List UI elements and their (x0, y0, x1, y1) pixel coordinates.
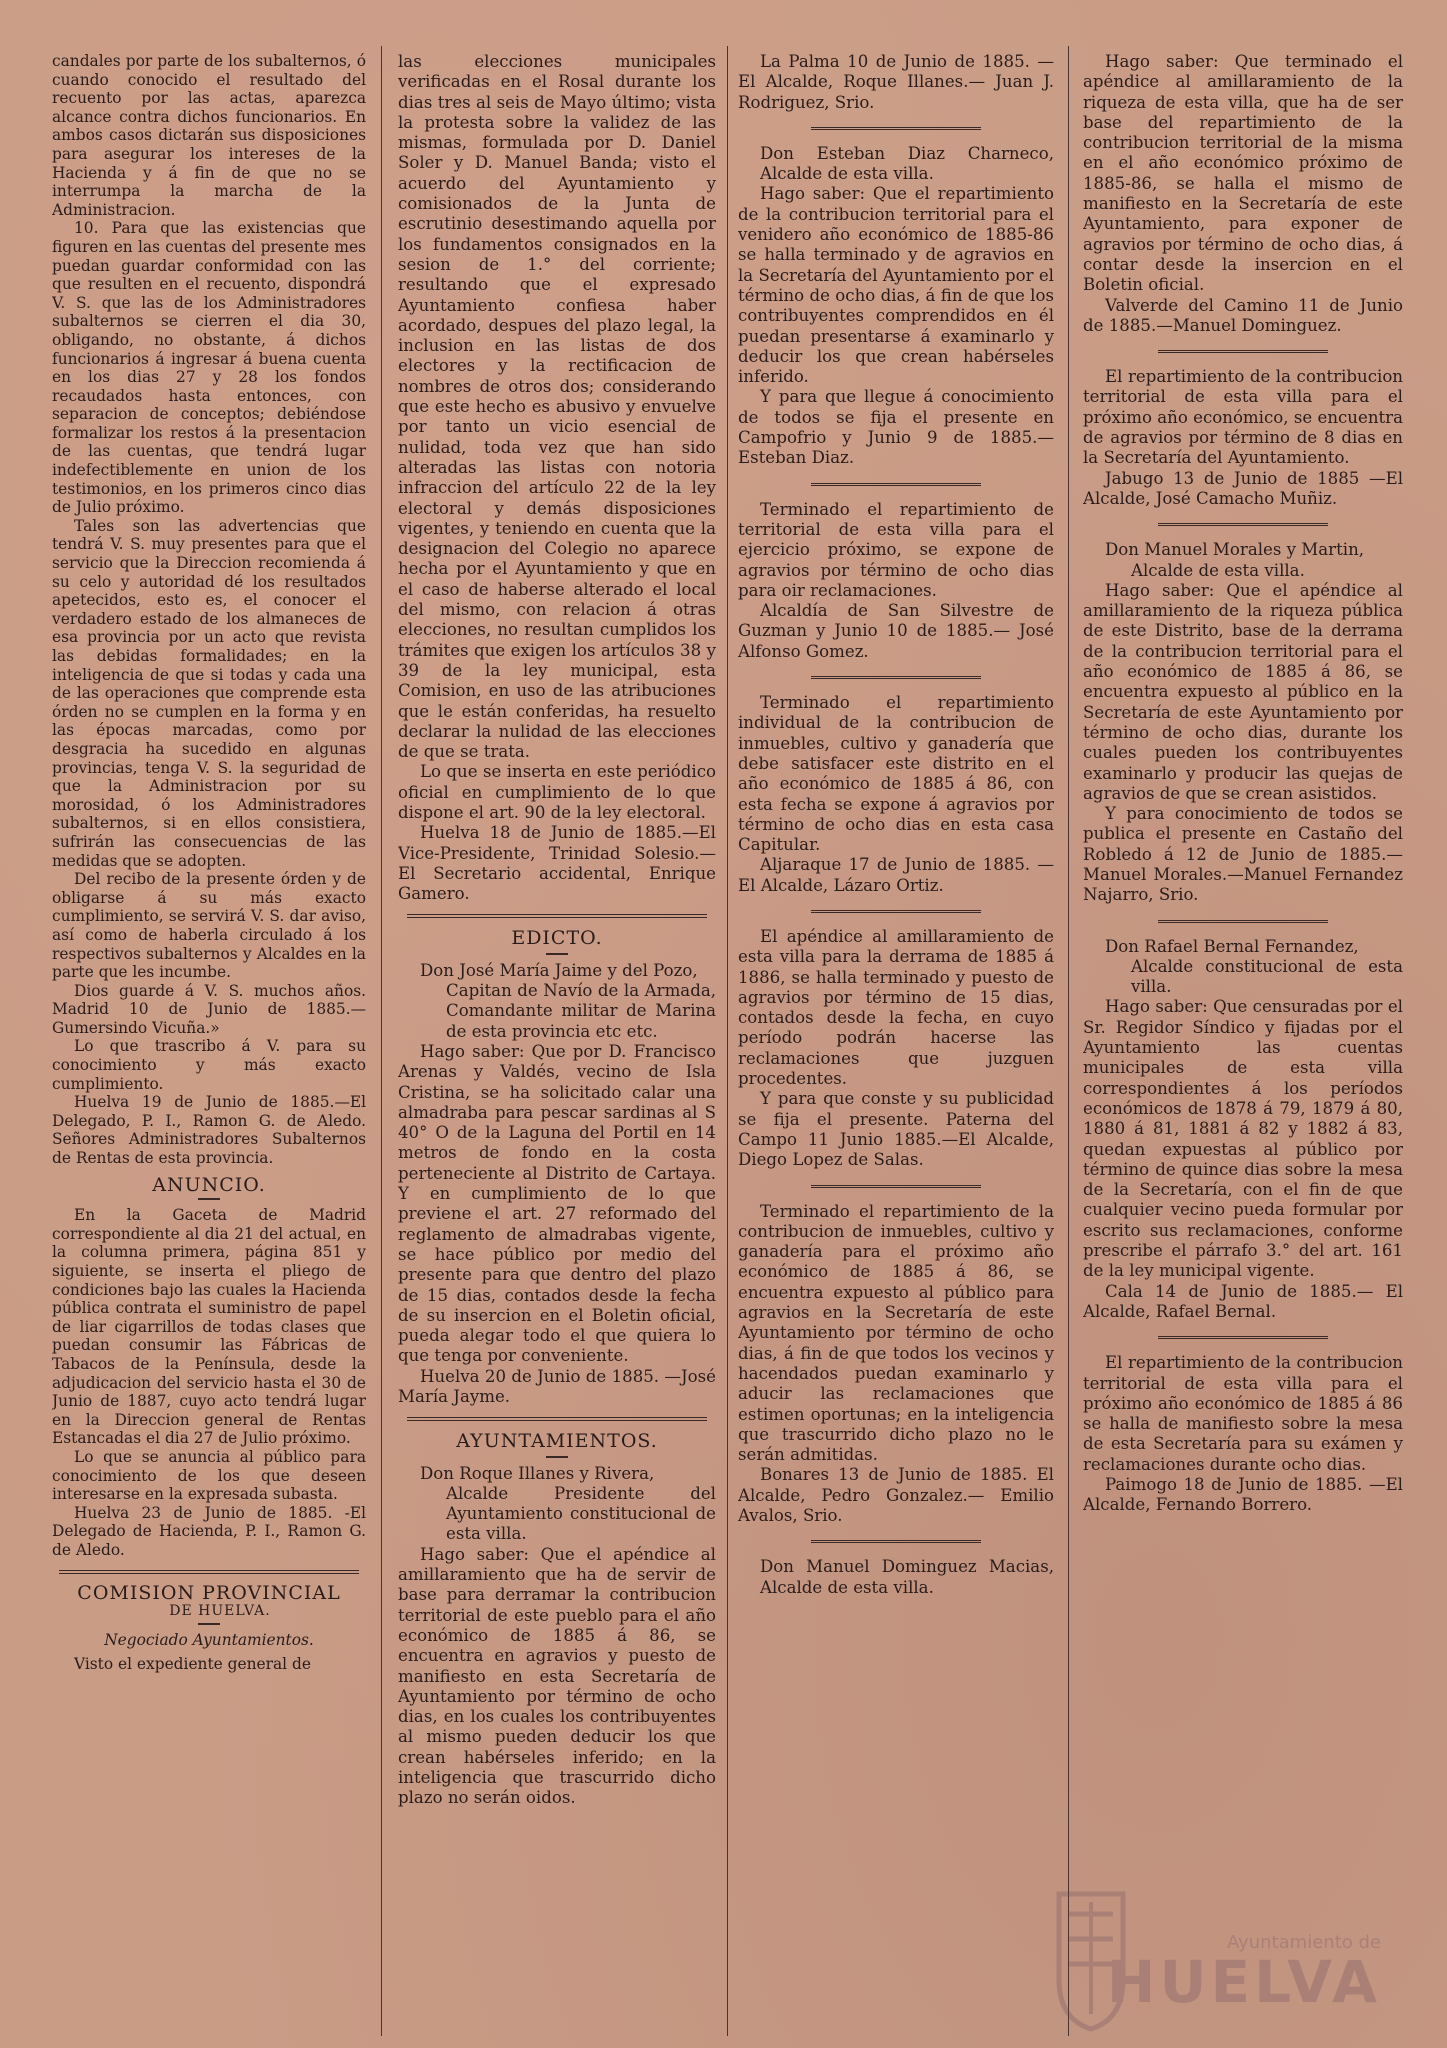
column-rule-2 (727, 46, 728, 2036)
paragraph: Terminado el repartimiento de territorial de esta villa para el ejercicio próximo, se expone de agravios por término de ocho dias para oir reclamaciones. (738, 499, 1054, 600)
notice-subheading: Capitan de Navío de la Armada, Comandante militar de Marina de esta provincia etc etc. (446, 981, 716, 1041)
signature-paragraph: Y para que conste y su publicidad se fija el presente. Paterna del Campo 11 Junio 1885.—El Alcalde, Diego Lopez de Salas. (738, 1089, 1054, 1170)
notice-divider (1158, 1336, 1328, 1339)
title-dash (546, 953, 568, 955)
archive-watermark (1051, 1884, 1381, 2034)
section-divider (407, 914, 707, 918)
paragraph: En la Gaceta de Madrid correspondiente al dia 21 del actual, en la columna primera, página 851 y siguiente, se inserta el pliego de condiciones bajo las cuales la Hacienda pública contrata el suministro de papel de liar cigarrillos de todas clases que puedan consumir las Fábricas de Tabacos de la Península, desde la adjudicacion del servicio hasta el 30 de Junio de 1887, cuyo acto tendrá lugar en la Direccion general de Rentas Estancadas el dia 27 de Julio próximo. (52, 1206, 366, 1448)
paragraph: Hago saber: Que el apéndice al amillaramiento que ha de servir de base para derramar la contribucion territorial de este pueblo para el año económico de 1885 á 86, se encuentra en agravios y puesto de manifiesto en esta Secretaría de Ayuntamiento por término de ocho dias, en los cuales los contribuyentes al mismo pueden deducir los que crean habérseles inferido; en la inteligencia que trascurrido dicho plazo no serán oidos. (398, 1544, 716, 1808)
signature-paragraph: Valverde del Camino 11 de Junio de 1885.—Manuel Dominguez. (1083, 295, 1403, 335)
paragraph: El repartimiento de la contribucion territorial de esta villa para el próximo año económico de 1885 á 86 se halla de manifiesto sobre la mesa de esta Secretaría para su exámen y reclamaciones durante ocho dias. (1083, 1353, 1403, 1474)
paragraph: Y para que llegue á conocimiento de todos se fija el presente en Campofrio y Junio 9 de 1885.—Esteban Diaz. (738, 387, 1054, 468)
section-divider (407, 1417, 707, 1421)
notice-divider (811, 127, 981, 130)
paragraph: Hago saber: Que el repartimiento de la contribucion territorial para el venidero año económico de 1885-86 se halla terminado y de agravios en la Secretaría del Ayuntamiento por el término de ocho dias, á fin de que los contribuyentes comprendidos en él puedan presentarse á examinarlo y deducir los que crean habérseles inferido. (738, 184, 1054, 387)
section-divider (59, 1570, 359, 1574)
paragraph: Tales son las advertencias que tendrá V. S. muy presentes para que el servicio que la Direccion recomienda á su celo y autoridad dé los resultados apetecidos, esto es, el conocer el verdadero estado de los almaneces de esa provincia por un acto que revista las debidas formalidades; en la inteligencia de que si todas y cada una de las operaciones que comprende esta órden no se cumplen en la forma y en las épocas marcadas, como por desgracia ha sucedido en algunas provincias, tenga V. S. la seguridad de que la Administracion por su morosidad, ó los Administradores subalternos, si en ellos consistiera, sufrirán las consecuencias de las medidas que se adopten. (52, 516, 366, 870)
notice-heading: Don José María Jaime y del Pozo, (420, 960, 698, 980)
notice-heading: Don Roque Illanes y Rivera, (420, 1463, 655, 1483)
signature-paragraph: Huelva 19 de Junio de 1885.—El Delegado, P. I., Ramon G. de Aledo. Señores Administradores Subalternos de Rentas de esta provincia. (52, 1093, 366, 1168)
paragraph: El apéndice al amillaramiento de esta villa para la derrama de 1885 á 1886, se halla terminado y puesto de agravios por término de 15 dias, contados desde la fecha, en cuyo período podrán hacerse las reclamaciones que juzguen procedentes. (738, 926, 1054, 1089)
column-3 (738, 52, 1054, 2037)
paragraph: 10. Para que las existencias que figuren en las cuentas del presente mes puedan guardar conformidad con las que resulten en el recuento, dispondrá V. S. que las de los Administradores subalternos se cierren el dia 30, obligando, no obstante, á dichos funcionarios á ingresar á buena cuenta en los dias 27 y 28 los fondos recaudados hasta entonces, con separacion de conceptos; debiéndose formalizar los restos á la presentacion de las cuentas, que tendrá lugar indefectiblemente en union de los testimonios, en los primeros cinco dias de Julio próximo. (52, 219, 366, 517)
paragraph: Hago saber: Que por D. Francisco Arenas y Valdés, vecino de Isla Cristina, se ha solicitado calar una almadraba para pescar sardinas al S 40° O de la Laguna del Portil en 14 metros de fondo en la costa perteneciente al Distrito de Cartaya. Y en cumplimiento de lo que previene el art. 27 reformado del reglamento de almadrabas vigente, se hace público por medio del presente para que dentro del plazo de 15 dias, contados desde la fecha de su insercion en el Boletin oficial, pueda alegar todo el que quiera lo que tenga por conveniente. (398, 1041, 716, 1366)
notice-subheading: Alcalde constitucional de esta villa. (1131, 956, 1403, 997)
signature-paragraph: Paimogo 18 de Junio de 1885. —El Alcalde, Fernando Borrero. (1083, 1475, 1403, 1515)
paragraph: Terminado el repartimiento de la contribucion de inmuebles, cultivo y ganadería para el próximo año económico de 1885 á 86, se encuentra expuesto al público para agravios en la Secretaría de este Ayuntamiento por término de ocho dias, á fin de que todos los vecinos y hacendados puedan examinarlo y aducir las reclamaciones que estimen oportunas; en la inteligencia que trascurrido dicho plazo no le serán admitidas. (738, 1201, 1054, 1465)
paragraph: El repartimiento de la contribucion territorial de esta villa para el próximo año económico, se encuentra de agravios por término de 8 dias en la Secretaría del Ayuntamiento. (1083, 367, 1403, 468)
notice-divider (1158, 523, 1328, 526)
notice-divider (1158, 920, 1328, 923)
paragraph: Del recibo de la presente órden y de obligarse á su más exacto cumplimiento, se servirá V. S. dar aviso, así como de haberla circulado á los respectivos subalternos y Alcaldes en la parte que les incumbe. (52, 870, 366, 982)
signature-paragraph: Huelva 18 de Junio de 1885.—El Vice-Presidente, Trinidad Solesio.— El Secretario accidental, Enrique Gamero. (398, 823, 716, 904)
paragraph: candales por parte de los subalternos, ó cuando conocido el resultado del recuento por las actas, aparezca alcance contra dichos funcionarios. En ambos casos dictarán sus disposiciones para asegurar los intereses de la Hacienda y á fin de que no se interrumpa la marcha de la Administracion. (52, 52, 366, 219)
notice-heading: Don Esteban Diaz Charneco, Alcalde de esta villa. (760, 143, 1054, 184)
notice-subheading: Alcalde Presidente del Ayuntamiento constitucional de esta villa. (446, 1483, 716, 1544)
paragraph: Dios guarde á V. S. muchos años. Madrid 10 de Junio de 1885.—Gumersindo Vicuña.» (52, 981, 366, 1037)
paragraph: las elecciones municipales verificadas en el Rosal durante los dias tres al seis de Mayo último; vista la protesta sobre la validez de las mismas, formulada por D. Daniel Soler y D. Manuel Banda; visto el acuerdo del Ayuntamiento y comisionados de la Junta de escrutinio desestimando aquella por los fundamentos consignados en la sesion de 1.° del corriente; resultando que el expresado Ayuntamiento confiesa haber acordado, despues del plazo legal, la inclusion en las listas de dos electores y la rectificacion de nombres de otros dos; considerando que este hecho es abusivo y envuelve por tanto un vicio esencial de nulidad, toda vez que han sido alteradas las listas con notoria infraccion del artículo 22 de la ley electoral y demás disposiciones vigentes, y teniendo en cuenta que la designacion del Colegio no aparece hecha por el Ayuntamiento y que en el caso de haberse alterado el local del mismo, con relacion á otras elecciones, no resultan cumplidos los trámites que exigen los artículos 38 y 39 de la ley municipal, esta Comision, en uso de las atribuciones que le están conferidas, ha resuelto declarar la nulidad de las elecciones de que se trata. (398, 52, 716, 762)
paragraph: Lo que se anuncia al público para conocimiento de los que deseen interesarse en la expresada subasta. (52, 1447, 366, 1504)
signature-paragraph: Aljaraque 17 de Junio de 1885. —El Alcalde, Lázaro Ortiz. (738, 855, 1054, 895)
paragraph: Hago saber: Que censuradas por el Sr. Regidor Síndico y fijadas por el Ayuntamiento las cuentas municipales de esta villa correspondientes á los períodos económicos de 1878 á 79, 1879 á 80, 1880 á 81, 1881 á 82 y 1882 á 83, quedan expuestas al público por término de quince dias sobre la mesa de la Secretaría, con el fin de que cualquier vecino pueda formular por escrito sus reclamaciones, conforme prescribe el párrafo 3.° del art. 161 de la ley municipal vigente. (1083, 997, 1403, 1281)
column-1 (52, 52, 366, 2037)
notice-heading: Don Manuel Dominguez Macias, Alcalde de esta villa. (760, 1557, 1054, 1597)
notice-divider (1158, 350, 1328, 353)
paragraph: Visto el expediente general de (74, 1655, 311, 1674)
negociado-label: Negociado Ayuntamientos. (104, 1630, 314, 1649)
paragraph: Y para conocimiento de todos se publica el presente en Castaño del Robledo á 12 de Junio de 1885.—Manuel Morales.—Manuel Fernandez Najarro, Srio. (1083, 804, 1403, 905)
signature-paragraph: Alcaldía de San Silvestre de Guzman y Junio 10 de 1885.— José Alfonso Gomez. (738, 601, 1054, 661)
notice-heading: Don Manuel Morales y Martin, (1105, 540, 1365, 560)
title-dash (198, 1623, 220, 1625)
signature-paragraph: Huelva 23 de Junio de 1885. -El Delegado de Hacienda, P. I., Ramon G. de Aledo. (52, 1503, 366, 1559)
notice-divider (811, 676, 981, 679)
signature-paragraph: Cala 14 de Junio de 1885.— El Alcalde, Rafael Bernal. (1083, 1281, 1403, 1321)
section-title-anuncio: ANUNCIO. (152, 1173, 266, 1196)
title-dash (198, 1198, 220, 1200)
column-4 (1083, 52, 1403, 2037)
notice-divider (811, 1540, 981, 1543)
section-subtitle: DE HUELVA. (169, 1603, 271, 1620)
column-2 (398, 52, 716, 2037)
section-title-ayuntamientos: AYUNTAMIENTOS. (456, 1430, 658, 1453)
watermark-line-2: HUELVA (1106, 1948, 1381, 2016)
column-rule-3 (1068, 46, 1069, 2036)
paragraph: Lo que se inserta en este periódico oficial en cumplimiento de lo que dispone el art. 90 de la ley electoral. (398, 762, 716, 822)
signature-paragraph: Bonares 13 de Junio de 1885. El Alcalde, Pedro Gonzalez.— Emilio Avalos, Srio. (738, 1465, 1054, 1525)
notice-divider (811, 1185, 981, 1188)
notice-divider (811, 483, 981, 486)
paragraph: Lo que trascribo á V. para su conocimiento y más exacto cumplimiento. (52, 1037, 366, 1093)
notice-heading: Don Rafael Bernal Fernandez, (1105, 936, 1359, 956)
signature-paragraph: Jabugo 13 de Junio de 1885 —El Alcalde, José Camacho Muñiz. (1083, 468, 1403, 508)
column-rule-1 (381, 46, 382, 2036)
watermark-line-1: Ayuntamiento de (1227, 1932, 1381, 1953)
paragraph: Hago saber: Que el apéndice al amillaramiento de la riqueza pública de este Distrito, base de la derrama de la contribucion territorial para el año económico de 1885 á 86, se encuentra expuesto al público en la Secretaría de este Ayuntamiento por término de ocho dias, durante los cuales pueden los contribuyentes examinarlo y producir las quejas de agravios de que se crean asistidos. (1083, 580, 1403, 803)
signature-paragraph: La Palma 10 de Junio de 1885. —El Alcalde, Roque Illanes.— Juan J. Rodriguez, Srio. (738, 52, 1054, 112)
section-title-comision: COMISION PROVINCIAL (77, 1581, 341, 1604)
section-title-edicto: EDICTO. (511, 927, 603, 950)
paragraph: Terminado el repartimiento individual de la contribucion de inmuebles, cultivo y ganadería que debe satisfacer este distrito en el año económico de 1885 á 86, con esta fecha se expone á agravios por término de ocho dias en esta casa Capitular. (738, 693, 1054, 855)
notice-subheading: Alcalde de esta villa. (1131, 560, 1305, 580)
paragraph: Hago saber: Que terminado el apéndice al amillaramiento de la riqueza de esta villa, que ha de ser base del repartimiento de la contribucion territorial de la misma en el año económico próximo de 1885-86, se halla el mismo de manifiesto en la Secretaría de este Ayuntamiento, para exponer de agravios por término de ocho dias, á contar desde la insercion en el Boletin oficial. (1083, 52, 1403, 295)
signature-paragraph: Huelva 20 de Junio de 1885. —José María Jayme. (398, 1366, 716, 1406)
title-dash (546, 1456, 568, 1458)
notice-divider (811, 910, 981, 913)
